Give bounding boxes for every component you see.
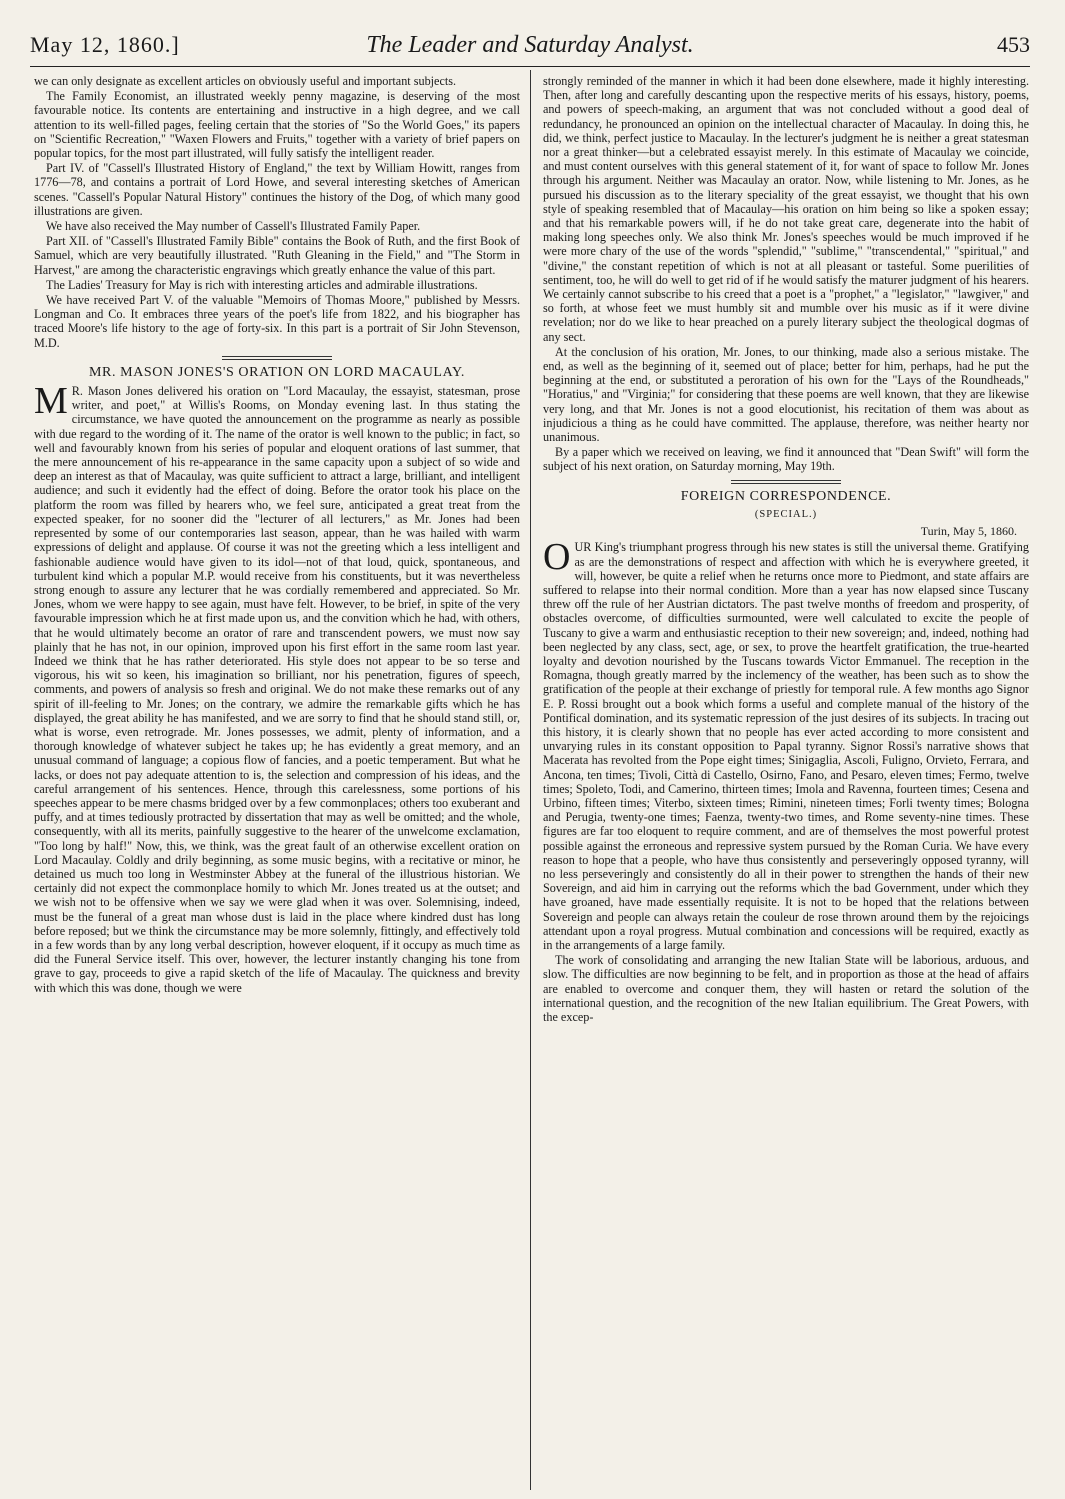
page-number: 453 <box>997 32 1030 57</box>
column-divider <box>530 70 531 1490</box>
article-text: R. Mason Jones delivered his oration on "Lord Macaulay, the essayist, statesman, prose writer, and poet," at Willis's Rooms, on Monday evening last. In thus stating the circumstance, we have quoted the announcement on the programme as nearly as possible with due regard to the wording of it. The name of the orator is well known to the public; in fact, so well and favourably known from his series of popular and eloquent orations of last summer, that the mere announcement of his re-appearance in the same capacity upon a subject of so wide and deep an interest as that of Macaulay, was quite sufficient to attract a large, brilliant, and intelligent audience; and such it evidently had the effect of doing. Before the orator took his place on the platform the room was filled by hearers who, we feel sure, anticipated a great treat from the expected speaker, for no sooner did the "lecturer of all lecturers," as Mr. Jones had been represented by some of our contemporaries last season, appear, than he was hailed with warm expressions of delight and applause. Of course it was not the greeting which a less intelligent and fashionable audience would have given to its idol—not of that loud, quick, spontaneous, and turbulent kind which a popular M.P. would receive from his constituents, but it was nevertheless strong enough to assure any lecturer that he was cordially remembered and appreciated. So Mr. Jones, whom we were happy to see again, must have felt. However, to be brief, in spite of the very favourable impression which he at first made upon us, and the convition which he had, with others, that he would ultimately become an orator of rare and transcendent powers, we must now say plainly that he has not, in our opinion, improved upon his first effort in the same room last year. Indeed we think that he has rather deteriorated. His style does not appear to be so terse and vigorous, his wit so keen, his imagination so brilliant, nor his penetration, figures of speech, comments, and powers of analysis so fresh and original. We do not make these remarks out of any spirit of ill-feeling to Mr. Jones; on the contrary, we admire the remarkable gifts which he has displayed, the great ability he has manifested, and we are sorry to find that he should stand still, or, what is worse, even retrograde. Mr. Jones possesses, we admit, plenty of information, and a thorough knowledge of whatever subject he takes up; he has evidently a great memory, and an unusual command of language; a copious flow of fancies, and a poetic temperament. But what he lacks, or does not pay adequate attention to is, the selection and compression of his ideas, and the careful arrangement of his sentences. Hence, through this carelessness, some portions of his speeches appear to be mere chasms bridged over by a few commonplaces; others too exuberant and puffy, and at times tediously protracted by dissertation that may as well be omitted; and the whole, consequently, with all its merits, painfully suggestive to the hearer of the unwelcome exclamation, "Too long by half!" Now, this, we think, was the great fault of an otherwise excellent oration on Lord Macaulay. Coldly and drily beginning, as some music begins, with a recitative or minor, he detained us much too long in Westminster Abbey at the funeral of the illustrious historian. We certainly did not expect the commonplace homily to which Mr. Jones treated us at the outset; and we wish not to be offensive when we say we were glad when it was over. Solemnising, indeed, must be the funeral of a great man whose dust is laid in the place where kindred dust has long before reposed; but we think the circumstance may be more solemnly, fittingly, and effectively told in a few words than by any long verbal description, however eloquent, if it occupy as much time as did the Funeral Service itself. This over, however, the lecturer instantly changing his tone from grave to gay, proceeds to give a rapid sketch of the life of Macaulay. The quickness and brevity with which this was done, though we were <box>34 384 520 995</box>
section-subheading: (SPECIAL.) <box>754 508 818 520</box>
review-paragraph: Part IV. of "Cassell's Illustrated History of England," the text by William Howitt, ranges from 1776—78, and contains a portrait of Lord Howe, and several interesting sketches of American scenes. "Cassell's Popular Natural History" continues the history of the Dog, of which many good illustrations are given. <box>34 161 520 218</box>
review-paragraph: we can only designate as excellent articles on obviously useful and important subjects. <box>34 74 457 88</box>
article-paragraph: By a paper which we received on leaving, we find it announced that "Dean Swift" will form the subject of his next oration, on Saturday morning, May 19th. <box>543 445 1029 474</box>
right-column <box>543 74 1029 1484</box>
section-separator <box>222 356 332 360</box>
drop-cap: O <box>543 536 571 579</box>
correspondence-text: UR King's triumphant progress through his new states is still the universal theme. Gratifying as are the demonstrations of respect and affection with which he is everywhere greeted, it will, however, be quite a relief when he returns once more to Piedmont, and state affairs are suffered to relapse into their normal condition. More than a year has now elapsed since Tuscany threw off the rule of her Austrian dictators. The past twelve months of freedom and prosperity, of obstacles overcome, of difficulties surmounted, were well calculated to excite the people of Tuscany to give a warm and enthusiastic reception to their new sovereign; and, indeed, nothing had been neglected by any class, sect, age, or sex, to prove the heartfelt gratification, the true-hearted loyalty and devotion nourished by the Tuscans towards Victor Emmanuel. The reception in the Romagna, though greatly marred by the inclemency of the weather, has been such as to show the gratification of the people at their exchange of priestly for temporal rule. A few months ago Signor E. P. Rossi brought out a book which forms a useful and complete manual of the history of the Pontifical domination, and its systematic repression of the just desires of its subjects. In tracing out this history, it is clearly shown that no people has ever acted according to more consistent and unvarying rules in its constant opposition to Papal tyranny. Signor Rossi's narrative shows that Macerata has revolted from the Pope eight times; Sinigaglia, Ascoli, Fuligno, Orvieto, Ferrara, and Ancona, ten times; Tivoli, Città di Castello, Osirno, Fano, and Pesaro, eleven times; Fermo, twelve times; Spoleto, Todi, and Camerino, thirteen times; Imola and Ravenna, fourteen times; Cesena and Urbino, fifteen times; Viterbo, sixteen times; Rimini, nineteen times; Forli twenty times; Bologna and Perugia, twenty-one times; Faenza, twenty-two times, and Rome seventy-nine times. These figures are far too eloquent to require comment, and are of themselves the most powerful protest possible against the erroneous and repressive system pursued by the Roman Curia. We have every reason to hope that a people, who have thus consistently and perseveringly opposed tyranny, will no less perseveringly and consistently do all in their power to strengthen the hands of their new Sovereign, and aid him in carrying out the reforms which the bad Government, under which they have groaned, have made essentially requisite. It is not to be hoped that the relations between Sovereign and people can always retain the couleur de rose thrown around them by the rejoicings attendant upon a royal progress. Mutual combination and concessions will be required, exactly as in the arrangements of a large family. <box>543 540 1029 952</box>
left-column <box>34 74 520 1484</box>
article-heading: MR. MASON JONES'S ORATION ON LORD MACAULAY. <box>88 364 466 380</box>
masthead-rule <box>30 66 1030 67</box>
dateline: Turin, May 5, 1860. <box>920 524 1017 539</box>
publication-title: The Leader and Saturday Analyst. <box>366 32 694 58</box>
review-paragraph: We have received Part V. of the valuable "Memoirs of Thomas Moore," published by Messrs. Longman and Co. It embraces three years of the poet's life from 1822, and his biographer has traced Moore's life history to the age of forty-six. In this part is a portrait of Sir John Stevenson, M.D. <box>34 293 520 350</box>
issue-date: May 12, 1860.] <box>30 32 180 57</box>
review-paragraph: Part XII. of "Cassell's Illustrated Family Bible" contains the Book of Ruth, and the first Book of Samuel, which are very beautifully illustrated. "Ruth Gleaning in the Field," and "The Storm in Harvest," are among the characteristic engravings which greatly enhance the value of this part. <box>34 234 520 277</box>
drop-cap: M <box>34 380 68 423</box>
correspondence-paragraph: The work of consolidating and arranging the new Italian State will be laborious, arduous, and slow. The difficulties are now beginning to be felt, and in proportion as those at the head of affairs are enabled to overcome and conquer them, they will hasten or retard the solution of the international question, and the recognition of the new Italian equilibrium. The Great Powers, with the excep- <box>543 953 1029 1024</box>
section-separator <box>731 480 841 484</box>
correspondence-paragraph <box>543 536 1029 952</box>
review-paragraph: The Family Economist, an illustrated weekly penny magazine, is deserving of the most favourable notice. Its contents are entertaining and instructive in a high degree, and we call attention to its well-filled pages, feeling certain that the stories of "So the World Goes," its papers on "Scientific Recreation," "Waxen Flowers and Fruits," together with a variety of brief papers on popular topics, for the most part illustrated, will fully satisfy the intelligent reader. <box>34 89 520 161</box>
review-paragraph: We have also received the May number of Cassell's Illustrated Family Paper. <box>46 219 421 234</box>
article-paragraph <box>34 380 520 995</box>
article-paragraph: At the conclusion of his oration, Mr. Jones, to our thinking, made also a serious mistake. The end, as well as the beginning of it, seemed out of place; better for him, perhaps, had he put the beginning at the end, or substituted a peroration of his own for the "Lays of the Roundheads," "Horatius," and "Virginia;" for considering that these poems are well known, that they are likewise very long, and that Mr. Jones is not a good elocutionist, his recitation of them was about as injudicious a thing as he could have committed. The applause, therefore, was neither hearty nor unanimous. <box>543 344 1029 445</box>
article-paragraph: strongly reminded of the manner in which it had been done elsewhere, made it highly interesting. Then, after long and carefully descanting upon the respective merits of his essays, history, poems, and powers of speech-making, an argument that was not concluded without a good deal of redundancy, he pronounced an opinion on the intellectual character of Macaulay. In doing this, he did, we think, perfect justice to Macaulay. In the lecturer's judgment he is neither a great statesman nor a great thinker—but a celebrated essayist merely. In this estimate of Macaulay we coincide, and must content ourselves with this general statement of it, for want of space to follow Mr. Jones through his argument. Neither was Macaulay an orator. Now, while listening to Mr. Jones, as he pursued his discussion as to the literary speciality of the great essayist, we thought that his own style of speaking resembled that of Macaulay—his oration on him being so like a spoken essay; and that his remarkable powers will, if he do not take great care, degenerate into the habit of making long speeches only. We also think Mr. Jones's speeches would be much improved if he were more chary of the use of the words "splendid," "sublime," "transcendental," "spiritual," and "divine," the constant repetition of which is not at all pleasant or tasteful. Some puerilities of sentiment, too, he will do well to get rid of if he would satisfy the maturer judgment of his hearers. We certainly cannot subscribe to his creed that a poet is a "prophet," a "legislator," "lawgiver," and so forth, at whose feet we must humbly sit and mumble over his music as if it were divine revelation; nor do we like to hear preached on a purely literary subject the theological dogmas of any sect. <box>543 74 1029 344</box>
masthead <box>30 32 1030 62</box>
review-paragraph: The Ladies' Treasury for May is rich with interesting articles and admirable illustrations. <box>46 277 478 292</box>
section-heading: FOREIGN CORRESPONDENCE. <box>680 488 892 504</box>
